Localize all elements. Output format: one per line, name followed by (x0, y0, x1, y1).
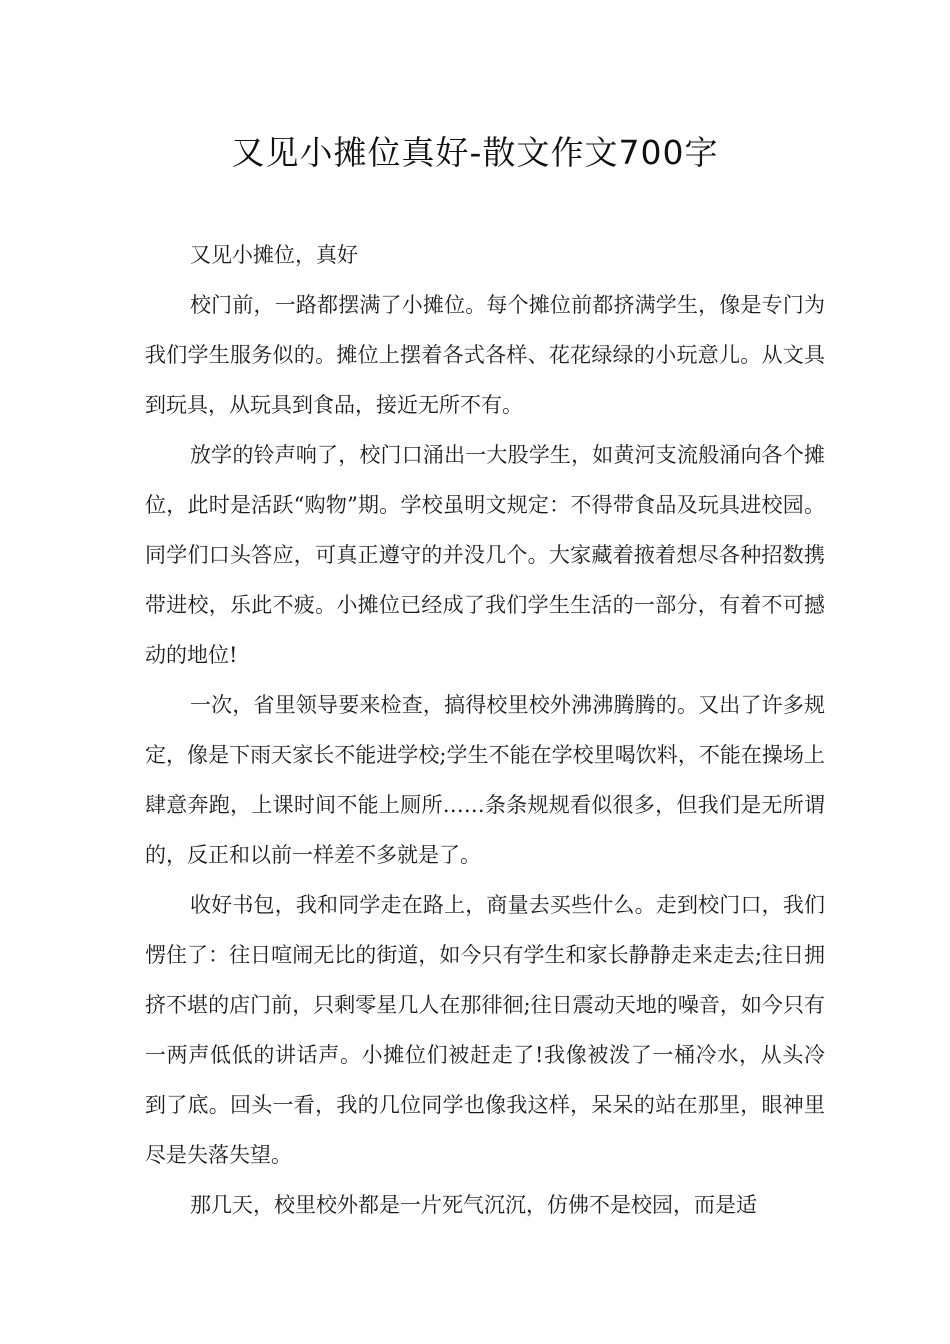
paragraph-subtitle: 又见小摊位，真好 (190, 243, 358, 267)
paragraph: 那几天，校里校外都是一片死气沉沉，仿佛不是校园，而是适 (190, 1193, 757, 1217)
page-title: 又见小摊位真好-散文作文700字 (231, 133, 719, 172)
paragraph: 收好书包，我和同学走在路上，商量去买些什么。走到校门口，我们愣住了：往日喧闹无比的街道，如今只有学生和家长静静走来走去;往日拥挤不堪的店门前，只剩零星几人在那徘徊;往日震动天地的噪音，如今只有一两声低低的讲话声。小摊位们被赶走了!我像被泼了一桶冷水，从头冷到了底。回头一看，我的几位同学也像我这样，呆呆的站在那里，眼神里尽是失落失望。 (145, 893, 825, 1167)
paragraph: 一次，省里领导要来检查，搞得校里校外沸沸腾腾的。又出了许多规定，像是下雨天家长不能进学校;学生不能在学校里喝饮料，不能在操场上肆意奔跑，上课时间不能上厕所……条条规规看似很多，但我们是无所谓的，反正和以前一样差不多就是了。 (145, 693, 825, 867)
essay-body (145, 230, 825, 1230)
paragraph: 放学的铃声响了，校门口涌出一大股学生，如黄河支流般涌向各个摊位，此时是活跃“购物”期。学校虽明文规定：不得带食品及玩具进校园。同学们口头答应，可真正遵守的并没几个。大家藏着掖着想尽各种招数携带进校，乐此不疲。小摊位已经成了我们学生生活的一部分，有着不可撼动的地位! (145, 443, 825, 667)
paragraph: 校门前，一路都摆满了小摊位。每个摊位前都挤满学生，像是专门为我们学生服务似的。摊位上摆着各式各样、花花绿绿的小玩意儿。从文具到玩具，从玩具到食品，接近无所不有。 (145, 293, 825, 417)
